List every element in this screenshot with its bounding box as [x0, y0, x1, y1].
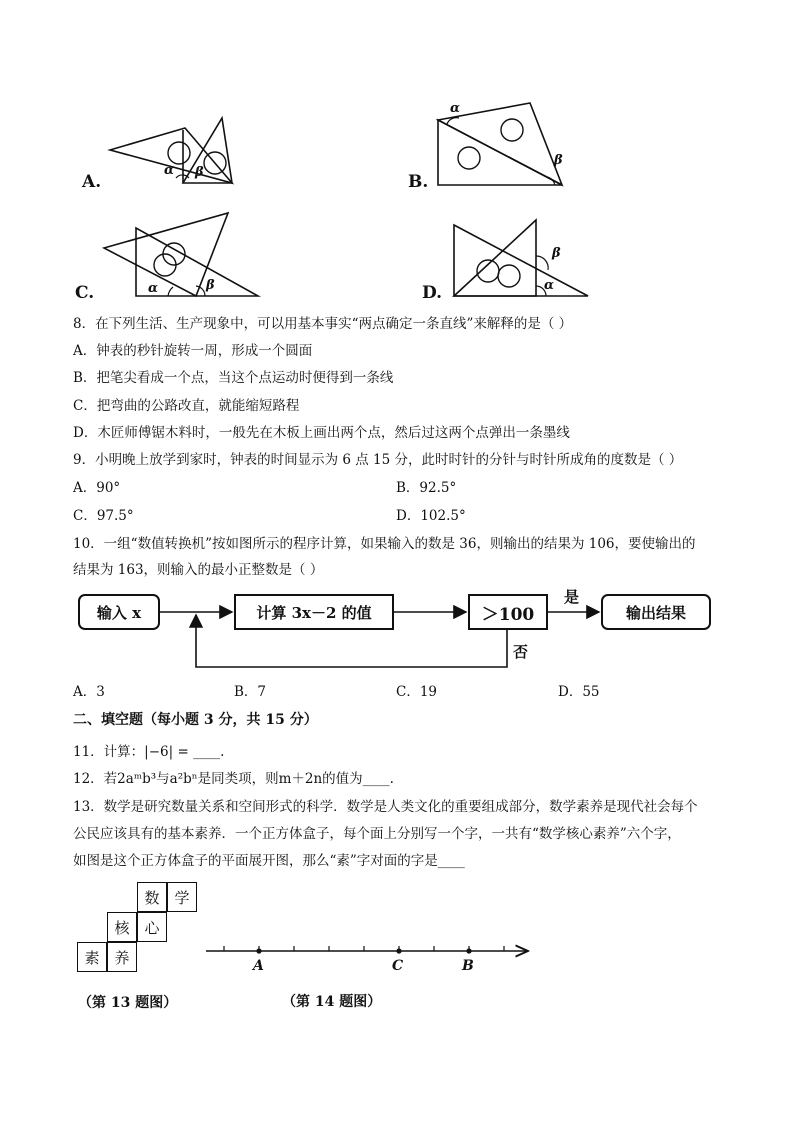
option-b-label: B.	[408, 172, 429, 192]
option-a-label: A.	[82, 172, 102, 192]
alpha-label-b: α	[450, 101, 461, 116]
question-10-option-a: A．3	[73, 684, 105, 700]
flow-compare-box: ＞100	[468, 594, 548, 630]
figure-13-caption: （第 13 题图）	[78, 995, 178, 1011]
question-10-option-b: B．7	[234, 684, 267, 700]
question-9-option-a: A．90°	[73, 480, 121, 496]
option-c-label: C.	[75, 283, 95, 303]
question-13-line-2: 公民应该具有的基本素养．一个正方体盒子，每个面上分别写一个字，一共有“数学核心素养”六个字，	[73, 826, 681, 842]
figure-14-caption: （第 14 题图）	[282, 994, 382, 1010]
flow-yes-label: 是	[564, 588, 580, 606]
beta-label-d: β	[552, 246, 561, 261]
question-8-option-c: C．把弯曲的公路改直，就能缩短路程	[73, 398, 300, 414]
question-9-option-b: B．92.5°	[396, 480, 457, 496]
option-d-label: D.	[422, 283, 443, 303]
alpha-label-a: α	[164, 163, 175, 178]
net-cell-su: 素	[77, 942, 107, 972]
question-8-option-a: A．钟表的秒针旋转一周，形成一个圆面	[73, 343, 313, 359]
beta-label-b: β	[554, 153, 563, 168]
question-10-option-c: C．19	[396, 684, 438, 700]
point-a-label: A	[253, 958, 264, 974]
section-2-title: 二、填空题（每小题 3 分，共 15 分）	[73, 712, 318, 728]
flow-input-box: 输入 x	[78, 594, 160, 630]
question-10-stem-line-2: 结果为 163，则输入的最小正整数是（ ）	[73, 562, 324, 578]
question-11: 11．计算：|−6| = ____.	[73, 744, 225, 760]
net-cell-xin: 心	[137, 912, 167, 942]
question-9-stem: 9．小明晚上放学到家时，钟表的时间显示为 6 点 15 分，此时时针的分针与时针所成角的度数是（ ）	[73, 452, 683, 468]
flow-no-label: 否	[513, 643, 529, 661]
question-13-line-1: 13．数学是研究数量关系和空间形式的科学．数学是人类文化的重要组成部分，数学素养是现代社会每个	[73, 799, 698, 815]
question-10-stem-line-1: 10．一组“数值转换机”按如图所示的程序计算，如果输入的数是 36，则输出的结果为 106，要使输出的	[73, 536, 696, 552]
net-cell-yang: 养	[107, 942, 137, 972]
question-12: 12．若2aᵐb³与a²bⁿ是同类项，则m＋2n的值为____.	[73, 771, 394, 787]
flow-output-box: 输出结果	[601, 594, 711, 630]
beta-label-a: β	[195, 165, 204, 180]
point-c-label: C	[392, 958, 404, 974]
alpha-label-c: α	[148, 281, 159, 296]
question-9-option-c: C．97.5°	[73, 508, 134, 524]
question-13-line-3: 如图是这个正方体盒子的平面展开图，那么“素”字对面的字是____	[73, 853, 465, 869]
question-8-option-d: D．木匠师傅锯木料时，一般先在木板上画出两个点，然后过这两个点弹出一条墨线	[73, 425, 570, 441]
question-10-option-d: D．55	[558, 684, 600, 700]
flow-compute-box: 计算 3x－2 的值	[234, 594, 394, 630]
beta-label-c: β	[206, 278, 215, 293]
point-b-label: B	[462, 958, 474, 974]
question-9-option-d: D．102.5°	[396, 508, 466, 524]
net-cell-xue: 学	[167, 882, 197, 912]
net-cell-shu: 数	[137, 882, 167, 912]
alpha-label-d: α	[544, 278, 555, 293]
net-cell-he: 核	[107, 912, 137, 942]
question-8-stem: 8．在下列生活、生产现象中，可以用基本事实“两点确定一条直线”来解释的是（ ）	[73, 316, 573, 332]
question-8-option-b: B．把笔尖看成一个点，当这个点运动时便得到一条线	[73, 370, 394, 386]
